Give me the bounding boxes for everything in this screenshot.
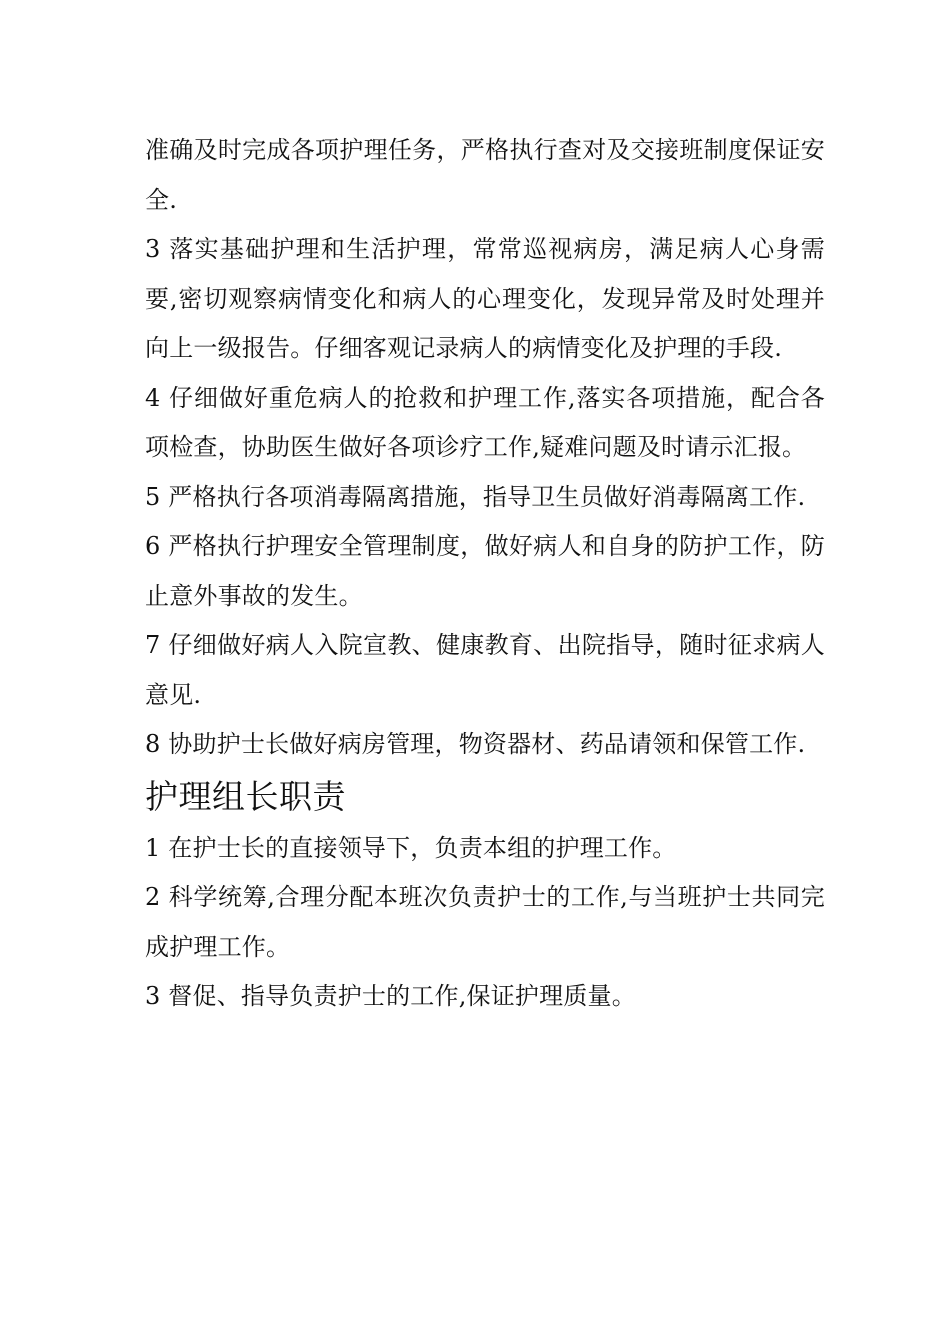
section-heading: 护理组长职责 (145, 776, 346, 816)
paragraph: 3 落实基础护理和生活护理，常常巡视病房，满足病人心身需要,密切观察病情变化和病人的心理变化，发现异常及时处理并向上一级报告。仔细客观记录病人的病情变化及护理的手段. (145, 235, 825, 362)
paragraph: 4 仔细做好重危病人的抢救和护理工作,落实各项措施，配合各项检查，协助医生做好各项诊疗工作,疑难问题及时请示汇报。 (145, 383, 825, 461)
paragraph: 5 严格执行各项消毒隔离措施，指导卫生员做好消毒隔离工作. (145, 482, 806, 511)
paragraph: 2 科学统筹,合理分配本班次负责护士的工作,与当班护士共同完成护理工作。 (145, 883, 825, 961)
paragraph: 8 协助护士长做好病房管理，物资器材、药品请领和保管工作. (145, 730, 806, 758)
paragraph: 1 在护士长的直接领导下，负责本组的护理工作。 (145, 833, 677, 862)
paragraph: 3 督促、指导负责护士的工作,保证护理质量。 (145, 982, 636, 1010)
paragraph: 7 仔细做好病人入院宣教、健康教育、出院指导，随时征求病人意见. (145, 631, 825, 709)
document-body (145, 126, 825, 1022)
paragraph: 准确及时完成各项护理任务，严格执行查对及交接班制度保证安全. (145, 136, 825, 214)
paragraph: 6 严格执行护理安全管理制度，做好病人和自身的防护工作，防止意外事故的发生。 (145, 532, 825, 610)
